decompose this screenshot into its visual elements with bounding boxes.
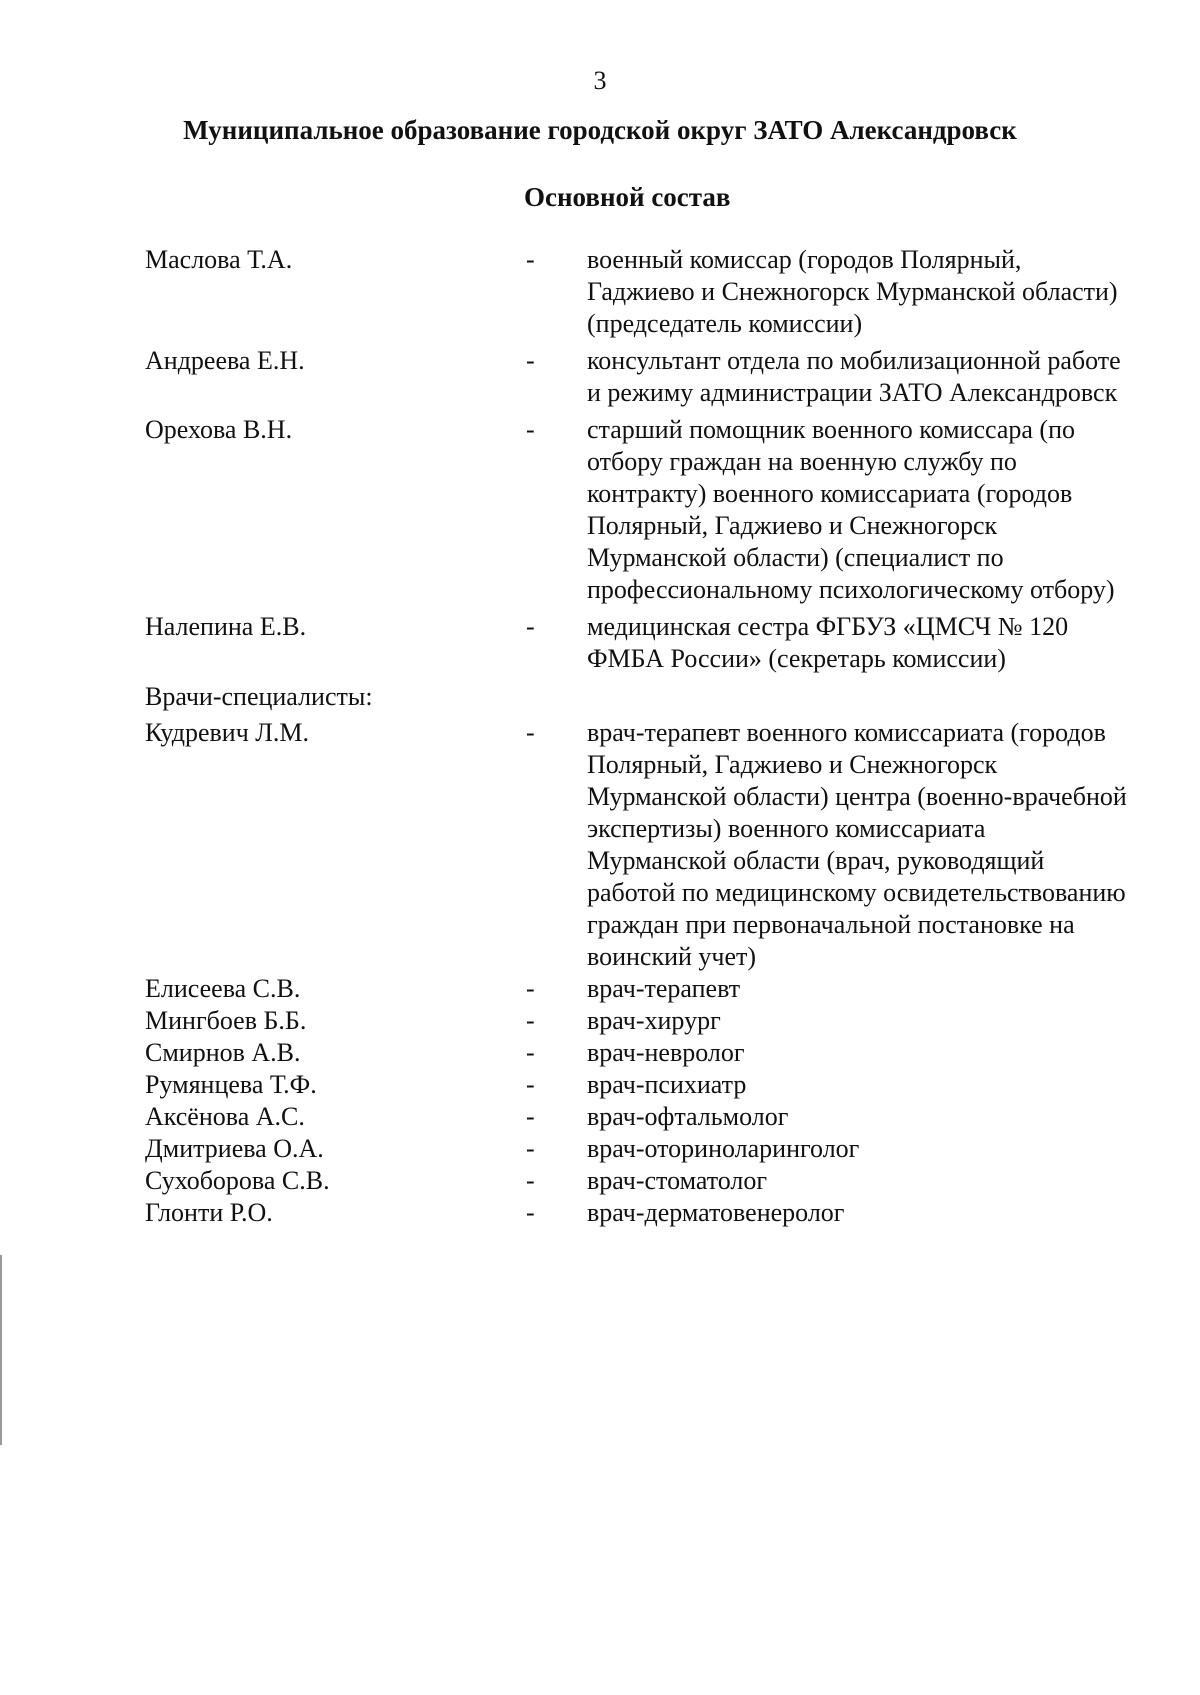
member-role: врач-терапевт	[587, 974, 741, 1003]
member-row	[0, 1165, 1200, 1197]
member-role: врач-невролог	[587, 1038, 745, 1067]
member-name: Дмитриева О.А.	[145, 1134, 324, 1163]
dash-separator: -	[526, 974, 535, 1003]
specialists-label: Врачи-специалисты:	[145, 682, 373, 711]
dash-separator: -	[526, 612, 535, 641]
dash-separator: -	[526, 1006, 535, 1035]
member-name: Андреева Е.Н.	[145, 346, 305, 375]
municipality-title: Муниципальное образование городской округ ЗАТО Александровск	[183, 115, 1017, 145]
member-name: Налепина Е.В.	[145, 612, 307, 641]
member-row	[0, 345, 1200, 409]
member-name: Орехова В.Н.	[145, 415, 293, 444]
member-name: Аксёнова А.С.	[145, 1102, 305, 1131]
member-role: медицинская сестра ФГБУЗ «ЦМСЧ № 120 ФМБА России» (секретарь комиссии)	[587, 612, 1069, 673]
member-row	[0, 973, 1200, 1005]
member-row	[0, 1101, 1200, 1133]
scan-margin-mark	[0, 1255, 2, 1445]
dash-separator: -	[526, 415, 535, 444]
section-title: Основной состав	[524, 182, 731, 212]
member-name: Мингбоев Б.Б.	[145, 1006, 307, 1035]
dash-separator: -	[526, 1070, 535, 1099]
member-role: врач-хирург	[587, 1006, 721, 1035]
member-row	[0, 414, 1200, 606]
member-row	[0, 1197, 1200, 1229]
member-row	[0, 717, 1200, 973]
member-role: врач-дерматовенеролог	[587, 1198, 845, 1227]
dash-separator: -	[526, 245, 535, 274]
member-row	[0, 244, 1200, 340]
member-role: врач-оториноларинголог	[587, 1134, 860, 1163]
dash-separator: -	[526, 1038, 535, 1067]
member-role: врач-психиатр	[587, 1070, 747, 1099]
member-row	[0, 1037, 1200, 1069]
member-name: Маслова Т.А.	[145, 245, 293, 274]
member-name: Сухоборова С.В.	[145, 1166, 330, 1195]
member-role: военный комиссар (городов Полярный, Гаджиево и Снежногорск Мурманской области) (председатель комиссии)	[587, 245, 1118, 338]
member-row	[0, 1133, 1200, 1165]
dash-separator: -	[526, 346, 535, 375]
dash-separator: -	[526, 718, 535, 747]
member-role: старший помощник военного комиссара (по отбору граждан на военную службу по контракту) военного комиссариата (городов Полярный, Гаджиево и Снежногорск Мурманской области) (специалист по профессиональному психологическому отбору)	[587, 415, 1115, 604]
member-name: Глонти Р.О.	[145, 1198, 273, 1227]
member-role: консультант отдела по мобилизационной работе и режиму администрации ЗАТО Александровск	[587, 346, 1121, 407]
member-role: врач-стоматолог	[587, 1166, 768, 1195]
member-row	[0, 611, 1200, 675]
member-row	[0, 1005, 1200, 1037]
dash-separator: -	[526, 1102, 535, 1131]
member-name: Кудревич Л.М.	[145, 718, 310, 747]
member-row	[0, 1069, 1200, 1101]
dash-separator: -	[526, 1198, 535, 1227]
member-role: врач-офтальмолог	[587, 1102, 789, 1131]
member-name: Елисеева С.В.	[145, 974, 301, 1003]
dash-separator: -	[526, 1166, 535, 1195]
page-number: 3	[593, 66, 607, 95]
member-name: Румянцева Т.Ф.	[145, 1070, 317, 1099]
members-list	[0, 244, 1200, 1229]
member-name: Смирнов А.В.	[145, 1038, 301, 1067]
dash-separator: -	[526, 1134, 535, 1163]
member-role: врач-терапевт военного комиссариата (городов Полярный, Гаджиево и Снежногорск Мурманской области) центра (военно-врачебной экспертизы) военного комиссариата Мурманской области (врач, руководящий работой по медицинскому освидетельствованию граждан при первоначальной постановке на воинский учет)	[587, 718, 1127, 971]
